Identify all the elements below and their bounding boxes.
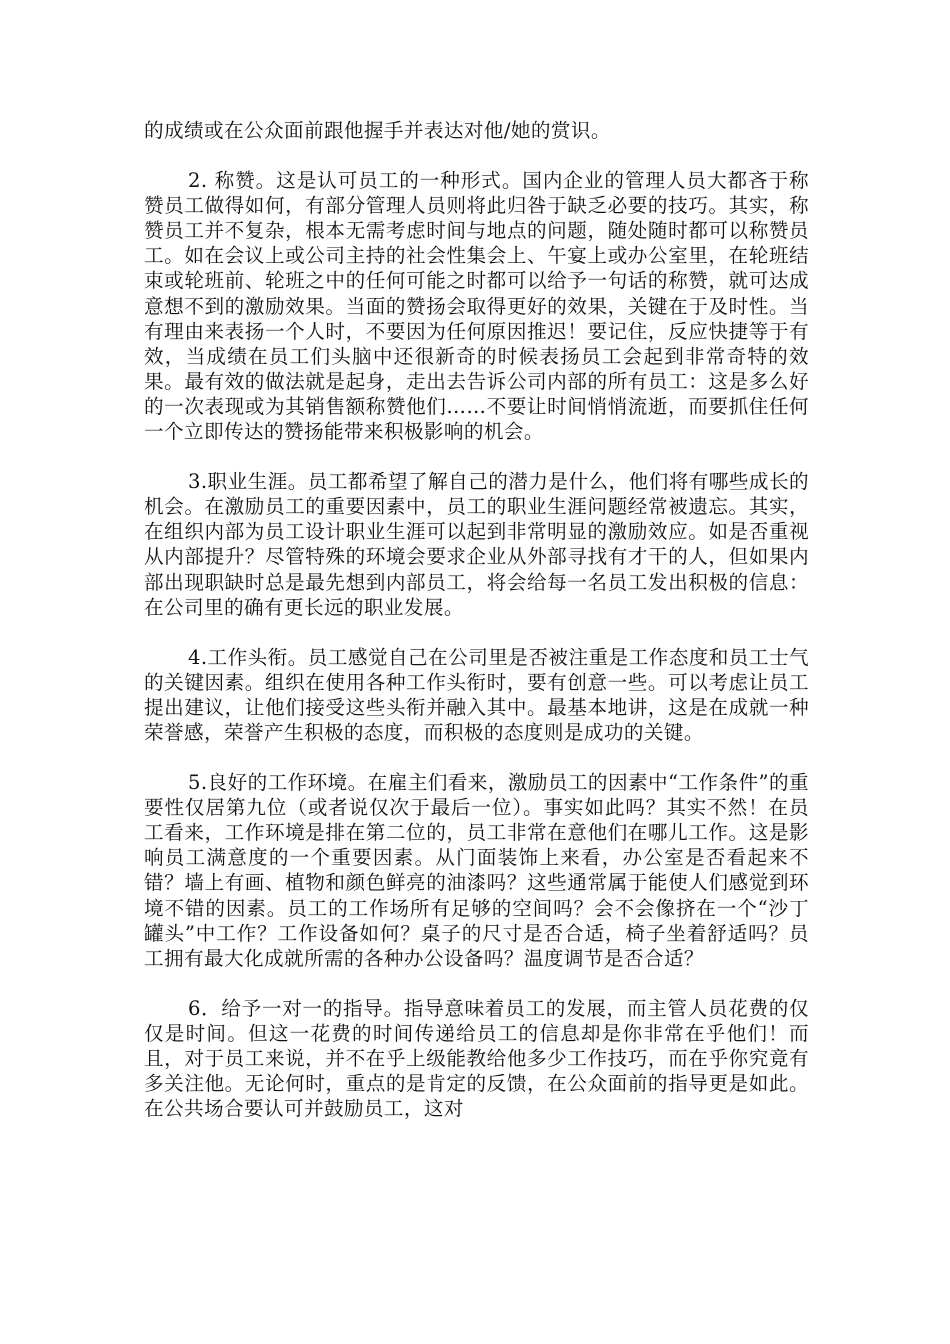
paragraph-career: 3.职业生涯。员工都希望了解自己的潜力是什么，他们将有哪些成长的机会。在激励员工的重要因素中，员工的职业生涯问题经常被遗忘。其实，在组织内部为员工设计职业生涯可以起到非常明显的激励效应。如是否重视从内部提升？尽管特殊的环境会要求企业从外部寻找有才干的人，但如果内部出现职缺时总是最先想到内部员工，将会给每一名员工发出积极的信息：在公司里的确有更长远的职业发展。 [144,470,809,619]
paragraph-praise: 2. 称赞。这是认可员工的一种形式。国内企业的管理人员大都吝于称赞员工做得如何，有部分管理人员则将此归咎于缺乏必要的技巧。其实，称赞员工并不复杂，根本无需考虑时间与地点的问题，随处随时都可以称赞员工。如在会议上或公司主持的社会性集会上、午宴上或办公室里，在轮班结束或轮班前、轮班之中的任何可能之时都可以给予一句话的称赞，就可达成意想不到的激励效果。当面的赞扬会取得更好的效果，关键在于及时性。当有理由来表扬一个人时，不要因为任何原因推迟！要记住，反应快捷等于有效，当成绩在员工们头脑中还很新奇的时候表扬员工会起到非常奇特的效果。最有效的做法就是起身，走出去告诉公司内部的所有员工：这是多么好的一次表现或为其销售额称赞他们……不要让时间悄悄流逝，而要抓住任何一个立即传达的赞扬能带来积极影响的机会。 [144,169,809,444]
paragraph-job-title: 4.工作头衔。员工感觉自己在公司里是否被注重是工作态度和员工士气的关键因素。组织在使用各种工作头衔时，要有创意一些。可以考虑让员工提出建议，让他们接受这些头衔并融入其中。最基本地讲，这是在成就一种荣誉感，荣誉产生积极的态度，而积极的态度则是成功的关键。 [144,645,809,744]
document-body [144,118,809,1121]
paragraph-coaching: 6．给予一对一的指导。指导意味着员工的发展，而主管人员花费的仅仅是时间。但这一花费的时间传递给员工的信息却是你非常在乎他们！而且，对于员工来说，并不在乎上级能教给他多少工作技巧，而在乎你究竟有多关注他。无论何时，重点的是肯定的反馈，在公众面前的指导更是如此。在公共场合要认可并鼓励员工，这对 [144,996,809,1121]
paragraph-continuation: 的成绩或在公众面前跟他握手并表达对他/她的赏识。 [144,119,611,142]
paragraph-work-environment: 5.良好的工作环境。在雇主们看来，激励员工的因素中“工作条件”的重要性仅居第九位（或者说仅次于最后一位）。事实如此吗？其实不然！在员工看来，工作环境是排在第二位的，员工非常在意他们在哪儿工作。这是影响员工满意度的一个重要因素。从门面装饰上来看，办公室是否看起来不错？墙上有画、植物和颜色鲜亮的油漆吗？这些通常属于能使人们感觉到环境不错的因素。员工的工作场所有足够的空间吗？会不会像挤在一个“沙丁罐头”中工作？工作设备如何？桌子的尺寸是否合适，椅子坐着舒适吗？员工拥有最大化成就所需的各种办公设备吗？温度调节是否合适？ [144,771,809,970]
